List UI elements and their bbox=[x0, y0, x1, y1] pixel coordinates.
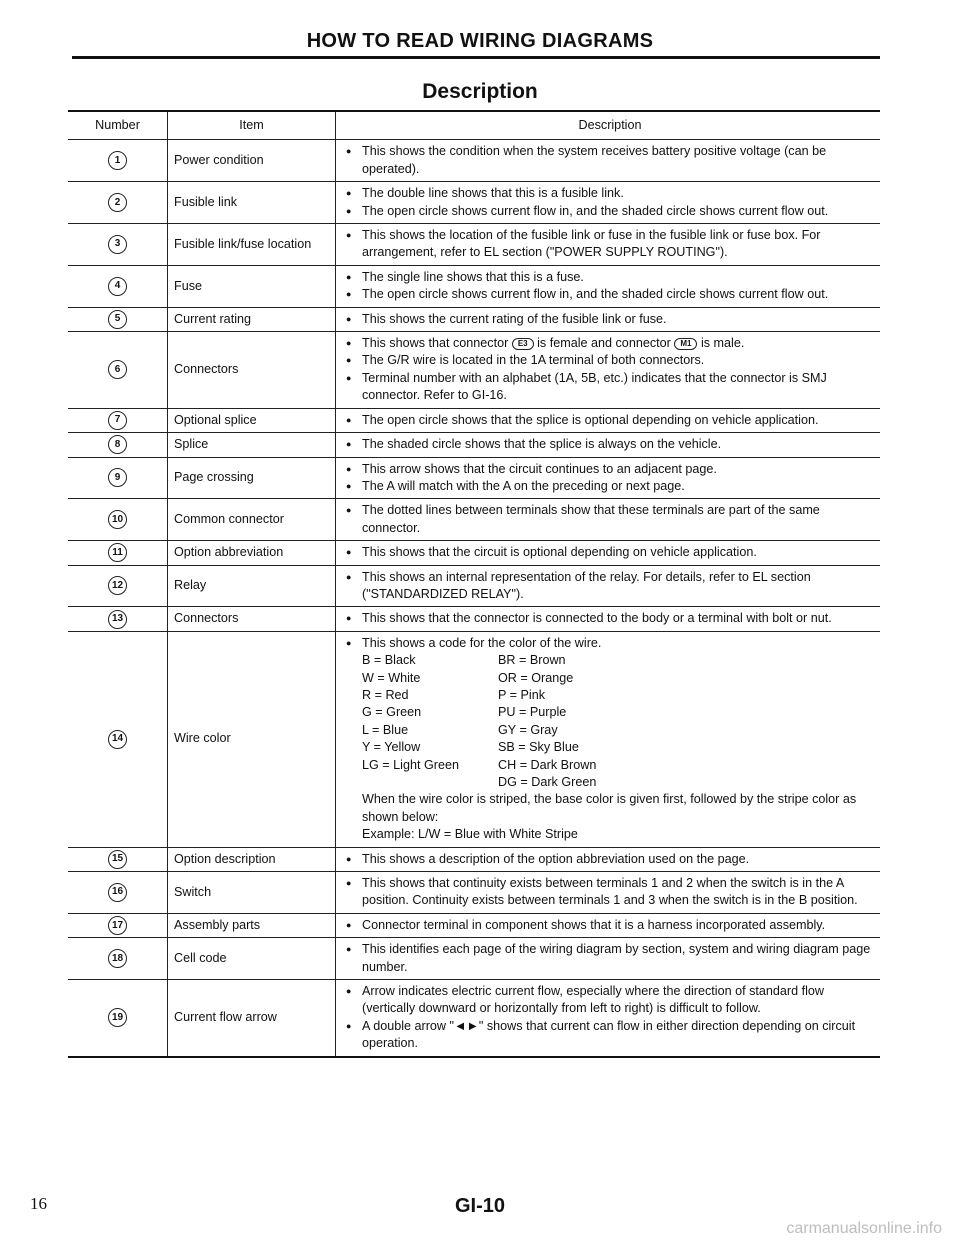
row-item: Fuse bbox=[168, 266, 336, 307]
row-number-cell bbox=[68, 499, 168, 540]
row-item: Connectors bbox=[168, 607, 336, 630]
row-item: Current flow arrow bbox=[168, 980, 336, 1056]
row-description bbox=[336, 332, 880, 408]
description-bullet bbox=[346, 370, 874, 405]
table-row bbox=[68, 632, 880, 848]
row-number-badge: 16 bbox=[108, 883, 127, 902]
bullet-dot-icon: ● bbox=[346, 205, 352, 216]
table-row bbox=[68, 458, 880, 500]
connector-female-badge: E3 bbox=[512, 338, 534, 350]
description-bullet bbox=[346, 941, 874, 976]
wire-color-column-left bbox=[362, 652, 498, 791]
description-bullet bbox=[346, 143, 874, 178]
row-description bbox=[336, 433, 880, 456]
description-table bbox=[68, 110, 880, 1058]
description-bullet bbox=[346, 311, 874, 328]
title-rule bbox=[72, 56, 880, 59]
section-title: Description bbox=[422, 80, 538, 103]
bullet-dot-icon: ● bbox=[346, 505, 352, 516]
connector-text-pre: This shows that connector bbox=[362, 336, 509, 351]
row-description bbox=[336, 409, 880, 432]
bullet-dot-icon: ● bbox=[346, 439, 352, 450]
page-side-number: 16 bbox=[30, 1194, 47, 1213]
bullet-text: This shows the current rating of the fusible link or fuse. bbox=[362, 311, 667, 326]
description-bullet bbox=[346, 227, 874, 262]
bullet-dot-icon: ● bbox=[346, 613, 352, 624]
row-number-cell bbox=[68, 914, 168, 937]
row-number-badge: 19 bbox=[108, 1008, 127, 1027]
description-bullet bbox=[346, 461, 874, 478]
bullet-text: This shows that the connector is connected to the body or a terminal with bolt or nut. bbox=[362, 611, 832, 626]
wire-color-code: P = Pink bbox=[498, 687, 546, 702]
column-header-item: Item bbox=[168, 112, 336, 139]
row-item: Common connector bbox=[168, 499, 336, 540]
bullet-dot-icon: ● bbox=[346, 230, 352, 241]
row-item: Current rating bbox=[168, 308, 336, 331]
bullet-dot-icon: ● bbox=[346, 271, 352, 282]
bullet-dot-icon: ● bbox=[346, 878, 352, 889]
bullet-text: This shows that the circuit is optional depending on vehicle application. bbox=[362, 545, 757, 560]
table-header-row bbox=[68, 112, 880, 140]
row-number-badge: 14 bbox=[108, 730, 127, 749]
row-number-badge: 17 bbox=[108, 916, 127, 935]
bullet-text: The single line shows that this is a fuse. bbox=[362, 269, 584, 284]
bullet-dot-icon: ● bbox=[346, 313, 352, 324]
row-number-cell bbox=[68, 980, 168, 1056]
bullet-text: The open circle shows that the splice is optional depending on vehicle application. bbox=[362, 412, 819, 427]
bullet-text: This shows an internal representation of the relay. For details, refer to EL section ("STANDARDIZED RELAY"). bbox=[362, 569, 811, 601]
row-description bbox=[336, 632, 880, 847]
row-description bbox=[336, 914, 880, 937]
bullet-text: This identifies each page of the wiring diagram by section, system and wiring diagram page number. bbox=[362, 942, 871, 974]
wire-color-code: BR = Brown bbox=[498, 653, 566, 668]
bullet-dot-icon: ● bbox=[346, 571, 352, 582]
description-bullet bbox=[346, 436, 874, 453]
wire-color-code: SB = Sky Blue bbox=[498, 740, 579, 755]
wire-color-code: DG = Dark Green bbox=[498, 775, 597, 789]
row-number-cell bbox=[68, 938, 168, 979]
table-row bbox=[68, 308, 880, 332]
wire-color-codes bbox=[346, 652, 874, 791]
row-number-cell bbox=[68, 224, 168, 265]
bullet-dot-icon: ● bbox=[346, 1020, 352, 1031]
row-description bbox=[336, 938, 880, 979]
description-bullet bbox=[346, 851, 874, 868]
description-bullet bbox=[346, 983, 874, 1018]
row-number-cell bbox=[68, 266, 168, 307]
bullet-text: A double arrow "◄►" shows that current can flow in either direction depending on circuit operation. bbox=[362, 1018, 856, 1051]
description-bullet bbox=[346, 502, 874, 537]
wire-color-code: W = White bbox=[362, 670, 421, 685]
description-bullet bbox=[346, 635, 874, 652]
bullet-dot-icon: ● bbox=[346, 853, 352, 864]
table-row bbox=[68, 980, 880, 1056]
table-row bbox=[68, 266, 880, 308]
bullet-text: The A will match with the A on the preceding or next page. bbox=[362, 478, 685, 493]
page-code: GI-10 bbox=[454, 1195, 506, 1217]
bullet-text: This arrow shows that the circuit continues to an adjacent page. bbox=[362, 461, 717, 476]
row-item: Option description bbox=[168, 848, 336, 871]
row-description bbox=[336, 266, 880, 307]
description-bullet bbox=[346, 544, 874, 561]
wire-color-code: Y = Yellow bbox=[362, 740, 421, 755]
row-number-badge: 10 bbox=[108, 510, 127, 529]
description-bullet bbox=[346, 610, 874, 627]
wire-color-code: LG = Light Green bbox=[362, 757, 459, 772]
row-number-badge: 8 bbox=[108, 435, 127, 454]
bullet-dot-icon: ● bbox=[346, 414, 352, 425]
table-row bbox=[68, 224, 880, 266]
bullet-dot-icon: ● bbox=[346, 637, 352, 648]
bullet-text: The open circle shows current flow in, and the shaded circle shows current flow out. bbox=[362, 287, 829, 302]
description-bullet bbox=[346, 412, 874, 429]
bullet-text bbox=[362, 335, 874, 352]
column-header-number: Number bbox=[68, 112, 168, 139]
row-description bbox=[336, 182, 880, 223]
row-number-cell bbox=[68, 541, 168, 564]
table-row bbox=[68, 541, 880, 565]
bullet-text: Terminal number with an alphabet (1A, 5B, etc.) indicates that the connector is SMJ connector. Refer to GI-16. bbox=[362, 370, 827, 403]
row-number-badge: 3 bbox=[108, 235, 127, 254]
description-bullet bbox=[346, 185, 874, 202]
row-item: Optional splice bbox=[168, 409, 336, 432]
row-item: Relay bbox=[168, 566, 336, 607]
description-bullet bbox=[346, 269, 874, 286]
row-number-badge: 2 bbox=[108, 193, 127, 212]
table-row bbox=[68, 499, 880, 541]
row-number-badge: 1 bbox=[108, 151, 127, 170]
row-number-badge: 11 bbox=[108, 543, 127, 562]
row-item: Splice bbox=[168, 433, 336, 456]
row-number-cell bbox=[68, 140, 168, 181]
wire-color-code bbox=[362, 774, 498, 791]
bullet-text: This shows a description of the option abbreviation used on the page. bbox=[362, 851, 750, 866]
row-description bbox=[336, 140, 880, 181]
row-item: Page crossing bbox=[168, 458, 336, 499]
row-number-cell bbox=[68, 632, 168, 847]
row-item: Option abbreviation bbox=[168, 541, 336, 564]
row-number-cell bbox=[68, 458, 168, 499]
row-item: Fusible link bbox=[168, 182, 336, 223]
description-bullet bbox=[346, 286, 874, 303]
watermark: carmanualsonline.info bbox=[786, 1220, 942, 1237]
bullet-text: The double line shows that this is a fusible link. bbox=[362, 186, 624, 201]
row-description bbox=[336, 980, 880, 1056]
row-number-badge: 15 bbox=[108, 850, 127, 869]
description-bullet bbox=[346, 335, 874, 352]
wire-color-code: CH = Dark Brown bbox=[498, 757, 597, 772]
row-description bbox=[336, 224, 880, 265]
bullet-text: The open circle shows current flow in, and the shaded circle shows current flow out. bbox=[362, 203, 829, 218]
table-row bbox=[68, 872, 880, 914]
row-number-badge: 13 bbox=[108, 610, 127, 629]
row-description bbox=[336, 541, 880, 564]
row-number-badge: 5 bbox=[108, 310, 127, 329]
row-description bbox=[336, 607, 880, 630]
bullet-dot-icon: ● bbox=[346, 146, 352, 157]
wire-color-code: GY = Gray bbox=[498, 722, 558, 737]
bullet-dot-icon: ● bbox=[346, 289, 352, 300]
row-number-cell bbox=[68, 566, 168, 607]
table-row bbox=[68, 332, 880, 409]
bullet-dot-icon: ● bbox=[346, 463, 352, 474]
bullet-text: The dotted lines between terminals show that these terminals are part of the same connector. bbox=[362, 503, 820, 535]
row-number-badge: 9 bbox=[108, 468, 127, 487]
row-number-cell bbox=[68, 433, 168, 456]
row-description bbox=[336, 308, 880, 331]
row-number-badge: 12 bbox=[108, 576, 127, 595]
row-item: Cell code bbox=[168, 938, 336, 979]
row-number-cell bbox=[68, 848, 168, 871]
table-row bbox=[68, 607, 880, 631]
row-number-cell bbox=[68, 332, 168, 408]
description-text: Example: L/W = Blue with White Stripe bbox=[362, 827, 578, 842]
description-bullet bbox=[346, 1018, 874, 1053]
row-number-badge: 18 bbox=[108, 949, 127, 968]
row-item: Fusible link/fuse location bbox=[168, 224, 336, 265]
row-number-badge: 6 bbox=[108, 360, 127, 379]
row-item: Wire color bbox=[168, 632, 336, 847]
connector-male-badge: M1 bbox=[674, 338, 697, 350]
row-number-cell bbox=[68, 872, 168, 913]
row-item: Switch bbox=[168, 872, 336, 913]
bullet-text: Arrow indicates electric current flow, especially where the direction of standard flow (vertically downward or horizontally from left to right) is difficult to follow. bbox=[362, 984, 824, 1016]
row-number-badge: 4 bbox=[108, 277, 127, 296]
row-item: Connectors bbox=[168, 332, 336, 408]
description-bullet bbox=[346, 569, 874, 604]
row-number-cell bbox=[68, 607, 168, 630]
table-row bbox=[68, 409, 880, 433]
bullet-dot-icon: ● bbox=[346, 986, 352, 997]
row-number-cell bbox=[68, 308, 168, 331]
wire-color-code: B = Black bbox=[362, 653, 416, 668]
column-header-description: Description bbox=[578, 118, 642, 132]
row-description bbox=[336, 848, 880, 871]
bullet-dot-icon: ● bbox=[346, 480, 352, 491]
bullet-dot-icon: ● bbox=[346, 188, 352, 199]
wire-color-code: L = Blue bbox=[362, 722, 409, 737]
row-description bbox=[336, 499, 880, 540]
table-row bbox=[68, 914, 880, 938]
bullet-dot-icon: ● bbox=[346, 919, 352, 930]
table-row bbox=[68, 848, 880, 872]
wire-color-column-right bbox=[498, 652, 698, 791]
connector-text-mid: is female and connector bbox=[537, 336, 671, 351]
wire-color-code: R = Red bbox=[362, 687, 409, 702]
bullet-dot-icon: ● bbox=[346, 355, 352, 366]
row-number-cell bbox=[68, 409, 168, 432]
description-bullet bbox=[346, 917, 874, 934]
connector-text-post: is male. bbox=[700, 336, 745, 351]
wire-color-code: PU = Purple bbox=[498, 705, 567, 720]
bullet-text: This shows a code for the color of the wire. bbox=[362, 635, 602, 650]
bullet-text: The G/R wire is located in the 1A terminal of both connectors. bbox=[362, 353, 705, 368]
row-item: Assembly parts bbox=[168, 914, 336, 937]
description-bullet bbox=[346, 352, 874, 369]
row-description bbox=[336, 566, 880, 607]
table-row bbox=[68, 566, 880, 608]
row-description bbox=[336, 872, 880, 913]
table-row bbox=[68, 433, 880, 457]
bullet-dot-icon: ● bbox=[346, 372, 352, 383]
bullet-text: The shaded circle shows that the splice is always on the vehicle. bbox=[362, 437, 722, 452]
bullet-text: Connector terminal in component shows that it is a harness incorporated assembly. bbox=[362, 917, 826, 932]
table-row bbox=[68, 938, 880, 980]
bullet-dot-icon: ● bbox=[346, 338, 352, 349]
table-row bbox=[68, 182, 880, 224]
wire-color-code: OR = Orange bbox=[498, 670, 574, 685]
bullet-dot-icon: ● bbox=[346, 547, 352, 558]
bullet-text: This shows the location of the fusible link or fuse in the fusible link or fuse box. For arrangement, refer to EL section ("POWER SUPPLY ROUTING"). bbox=[362, 228, 821, 260]
description-bullet bbox=[346, 478, 874, 495]
bullet-text: This shows the condition when the system receives battery positive voltage (can be operated). bbox=[362, 144, 827, 176]
row-item: Power condition bbox=[168, 140, 336, 181]
description-bullet bbox=[346, 875, 874, 910]
row-number-badge: 7 bbox=[108, 411, 127, 430]
bullet-dot-icon: ● bbox=[346, 944, 352, 955]
description-text: When the wire color is striped, the base color is given first, followed by the stripe color as shown below: bbox=[362, 792, 857, 824]
bullet-text: This shows that continuity exists between terminals 1 and 2 when the switch is in the A position. Continuity exists between terminals 1 and 3 when the switch is in the B position. bbox=[362, 876, 858, 908]
table-row bbox=[68, 140, 880, 182]
page-title: HOW TO READ WIRING DIAGRAMS bbox=[306, 30, 654, 52]
description-bullet bbox=[346, 203, 874, 220]
row-description bbox=[336, 458, 880, 499]
row-number-cell bbox=[68, 182, 168, 223]
wire-color-code: G = Green bbox=[362, 705, 422, 720]
